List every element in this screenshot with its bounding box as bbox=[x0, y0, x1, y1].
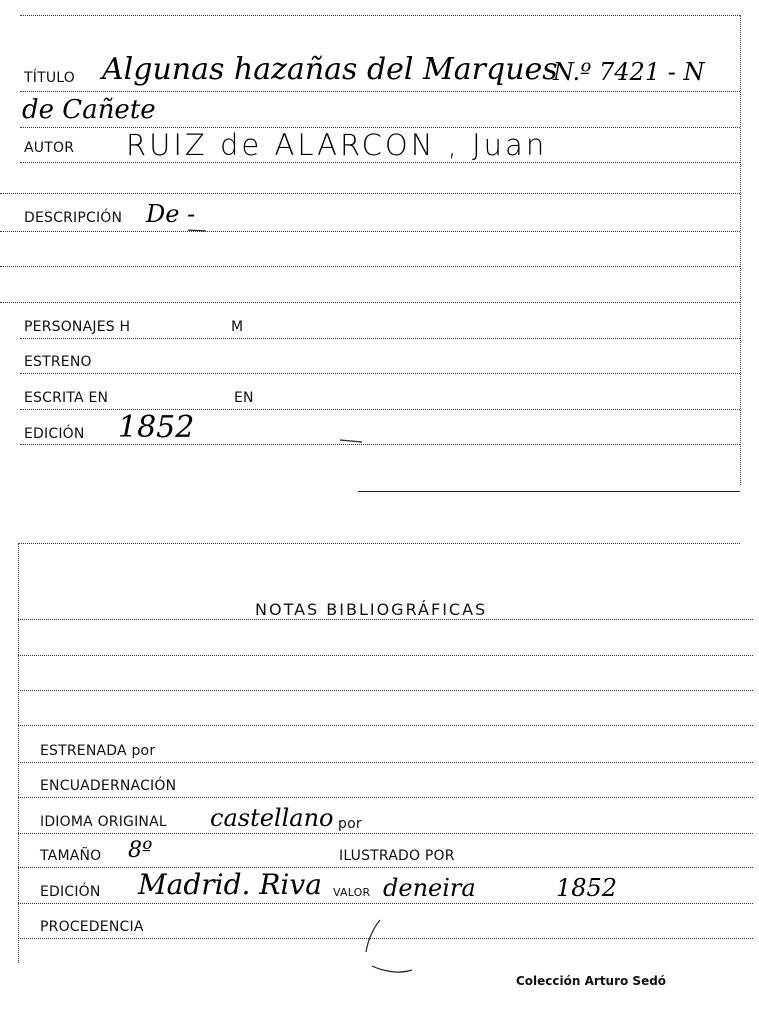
titulo-line bbox=[20, 91, 740, 92]
procedencia-line bbox=[18, 938, 753, 939]
titulo-value-continued: de Cañete bbox=[22, 95, 156, 125]
card-right-edge bbox=[740, 15, 741, 485]
escrita-en-label: EN bbox=[234, 390, 254, 406]
edicion2-label: EDICIÓN bbox=[40, 884, 101, 900]
idioma-por-label: por bbox=[338, 816, 362, 832]
collection-footer: Colección Arturo Sedó bbox=[516, 974, 667, 988]
card2-left-edge bbox=[18, 543, 19, 963]
idioma-line bbox=[18, 833, 753, 834]
edicion2-value-continued: deneira bbox=[383, 874, 476, 902]
card-top-border bbox=[20, 15, 740, 16]
procedencia-label: PROCEDENCIA bbox=[40, 919, 144, 935]
encuadernacion-line bbox=[18, 797, 753, 798]
valor-label: VALOR bbox=[333, 886, 371, 899]
titulo-value: Algunas hazañas del Marques bbox=[102, 52, 558, 87]
descripcion-label: DESCRIPCIÓN bbox=[24, 210, 123, 226]
estreno-line bbox=[20, 373, 740, 374]
idioma-value: castellano bbox=[210, 804, 334, 832]
personajes-label: PERSONAJES H bbox=[24, 319, 131, 335]
autor-label: AUTOR bbox=[24, 140, 75, 156]
edicion2-value: Madrid. Riva bbox=[138, 868, 322, 901]
autor-line bbox=[20, 162, 740, 163]
tamano-value: 8º bbox=[128, 838, 153, 863]
card2-top-border bbox=[18, 543, 740, 544]
estrenada-label: ESTRENADA por bbox=[40, 743, 156, 759]
notas-line bbox=[18, 619, 753, 620]
descripcion-value: De - bbox=[146, 200, 196, 228]
personajes-line bbox=[20, 338, 740, 339]
idioma-label: IDIOMA ORIGINAL bbox=[40, 814, 167, 830]
titulo-label: TÍTULO bbox=[24, 70, 75, 86]
edicion-value: 1852 bbox=[118, 410, 195, 445]
edicion2-line bbox=[18, 903, 753, 904]
card-bottom-border bbox=[358, 491, 740, 492]
personajes-m-label: M bbox=[231, 319, 244, 335]
tamano-line bbox=[18, 867, 753, 868]
edicion2-year: 1852 bbox=[556, 874, 618, 902]
estreno-label: ESTRENO bbox=[24, 354, 92, 370]
encuadernacion-label: ENCUADERNACIÓN bbox=[40, 778, 177, 794]
notas-title: NOTAS BIBLIOGRÁFICAS bbox=[255, 600, 488, 619]
notas-blank-1 bbox=[18, 655, 753, 656]
escrita-label: ESCRITA EN bbox=[24, 390, 109, 406]
autor-value: RUIZ de ALARCON , Juan bbox=[126, 128, 548, 162]
edicion-line bbox=[20, 444, 740, 445]
notas-blank-3 bbox=[18, 725, 753, 726]
blank-line-2 bbox=[0, 266, 740, 267]
edicion-label: EDICIÓN bbox=[24, 426, 85, 442]
notas-blank-2 bbox=[18, 690, 753, 691]
blank-line-1 bbox=[0, 193, 740, 194]
blank-line-3 bbox=[0, 302, 740, 303]
ilustrado-label: ILUSTRADO POR bbox=[339, 848, 455, 864]
catalog-number: N.º 7421 - N bbox=[553, 58, 705, 86]
tamano-label: TAMAÑO bbox=[40, 848, 102, 864]
descripcion-line bbox=[0, 231, 740, 232]
estrenada-line bbox=[18, 762, 753, 763]
